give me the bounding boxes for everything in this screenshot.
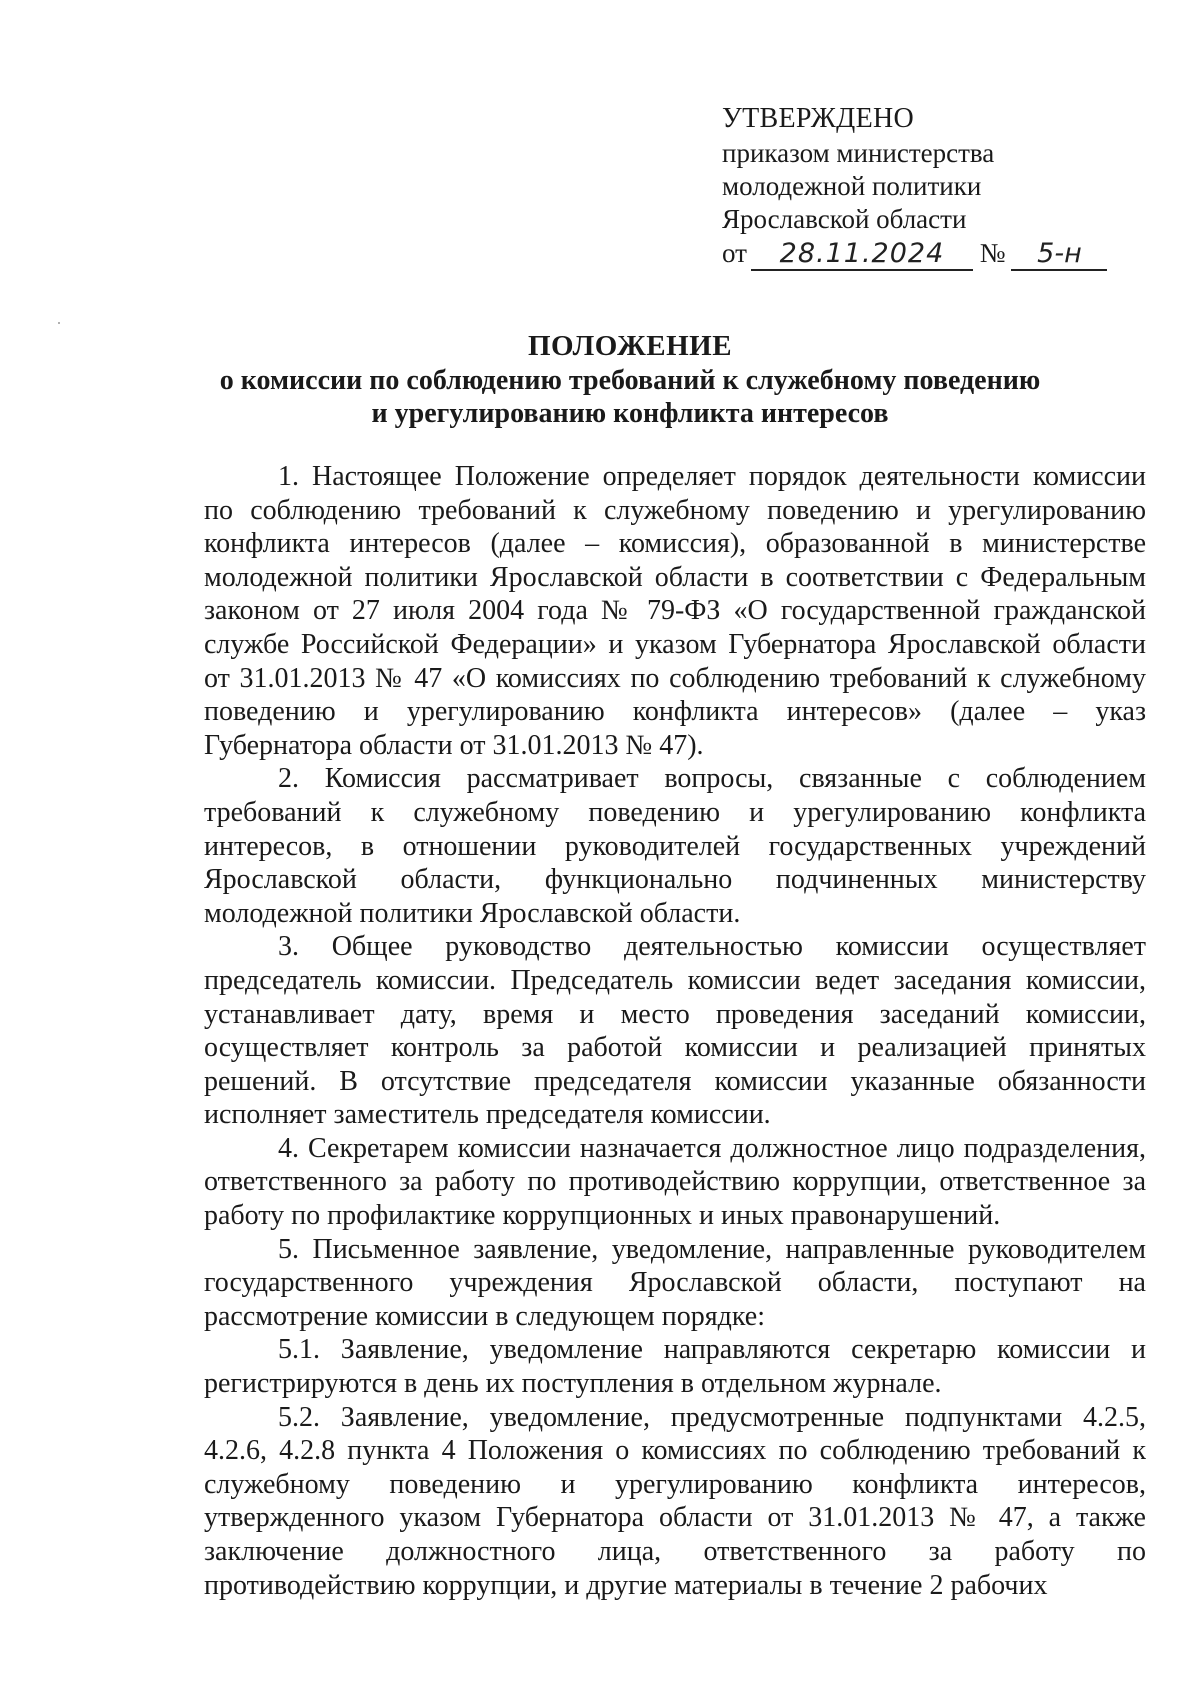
paragraph-4: 4. Секретарем комиссии назначается должностное лицо подразделения, ответственного за работу по противодействию коррупции, ответственное за работу по профилактике коррупционных и иных правонарушений. — [204, 1132, 1146, 1232]
document-body — [204, 460, 1146, 1602]
handwritten-number: 5-н — [1011, 239, 1107, 271]
handwritten-date: 28.11.2024 — [751, 239, 973, 271]
approval-date-row — [722, 237, 1142, 271]
paragraph-5: 5. Письменное заявление, уведомление, направленные руководителем государственного учреждения Ярославской области, поступают на рассмотрение комиссии в следующем порядке: — [204, 1233, 1146, 1332]
title-line-2: и урегулированию конфликта интересов — [371, 398, 889, 429]
approval-line-3: Ярославской области — [722, 204, 967, 234]
paragraph-5-2: 5.2. Заявление, уведомление, предусмотренные подпунктами 4.2.5, 4.2.6, 4.2.8 пункта 4 Положения о комиссиях по соблюдению требований к служебному поведению и урегулированию конфликта интересов, утвержденного указом Губернатора области от 31.01.2013 № 47, а также заключение должностного лица, ответственного за работу по противодействию коррупции, и другие материалы в течение 2 рабочих — [204, 1401, 1146, 1601]
document-title — [150, 330, 1110, 430]
paragraph-2: 2. Комиссия рассматривает вопросы, связанные с соблюдением требований к служебному поведению и урегулированию конфликта интересов, в отношении руководителей государственных учреждений Ярославской области, функционально подчиненных министерству молодежной политики Ярославской области. — [204, 763, 1146, 929]
scan-speck — [58, 322, 60, 324]
approval-stamp-block — [722, 102, 1142, 271]
paragraph-3: 3. Общее руководство деятельностью комиссии осуществляет председатель комиссии. Председатель комиссии ведет заседания комиссии, устанавливает дату, время и место проведения заседаний комиссии, осуществляет контроль за работой комиссии и реализацией принятых решений. В отсутствие председателя комиссии указанные обязанности исполняет заместитель председателя комиссии. — [204, 931, 1146, 1131]
date-prefix: от — [722, 238, 747, 268]
title-main: ПОЛОЖЕНИЕ — [527, 330, 733, 362]
approval-line-2: молодежной политики — [722, 171, 982, 201]
approved-heading: УТВЕРЖДЕНО — [722, 103, 915, 134]
paragraph-1: 1. Настоящее Положение определяет порядок деятельности комиссии по соблюдению требований к служебному поведению и урегулированию конфликта интересов (далее – комиссия), образованной в министерстве молодежной политики Ярославской области в соответствии с Федеральным законом от 27 июля 2004 года № 79-ФЗ «О государственной гражданской службе Российской Федерации» и указом Губернатора Ярославской области от 31.01.2013 № 47 «О комиссиях по соблюдению требований к служебному поведению и урегулированию конфликта интересов» (далее – указ Губернатора области от 31.01.2013 № 47). — [204, 461, 1146, 761]
paragraph-5-1: 5.1. Заявление, уведомление направляются секретарю комиссии и регистрируются в день их поступления в отдельном журнале. — [204, 1334, 1146, 1400]
title-line-1: о комиссии по соблюдению требований к служебному поведению — [219, 365, 1041, 396]
approval-line-1: приказом министерства — [722, 138, 995, 168]
number-sign: № — [979, 238, 1006, 268]
